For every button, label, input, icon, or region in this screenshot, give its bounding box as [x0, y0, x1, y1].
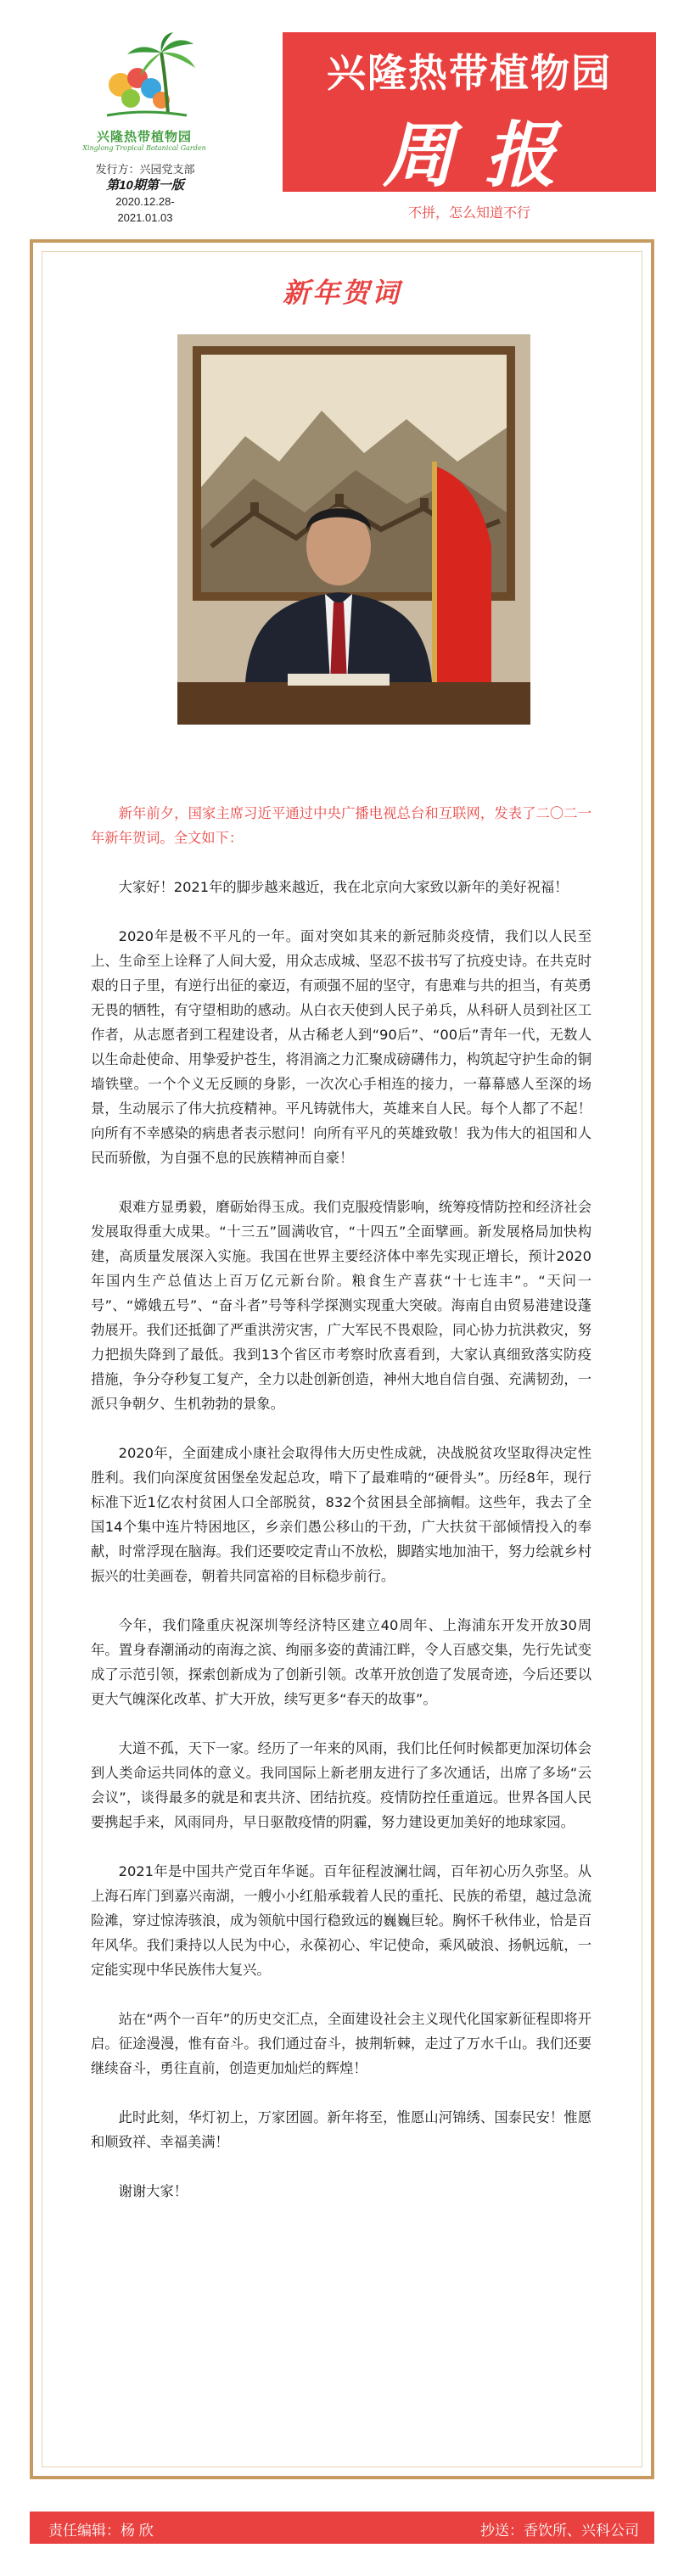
article-body [91, 801, 591, 2228]
article-paragraph: 艰难方显勇毅，磨砺始得玉成。我们克服疫情影响，统筹疫情防控和经济社会发展取得重大成果。“十三五”圆满收官，“十四五”全面擘画。新发展格局加快构建，高质量发展深入实施。我国在世界主要经济体中率先实现正增长，预计2020年国内生产总值达上百万亿元新台阶。粮食生产喜获“十七连丰”。“天问一号”、“嫦娥五号”、“奋斗者”号等科学探测实现重大突破。海南自由贸易港建设蓬勃展开。我们还抵御了严重洪涝灾害，广大军民不畏艰险，同心协力抗洪救灾，努力把损失降到了最低。我到13个省区市考察时欣喜看到，大家认真细致落实防疫措施，争分夺秒复工复产，全力以赴创新创造，神州大地自信自强、充满韧劲，一派只争朝夕、生机勃勃的景象。 [91, 1199, 591, 1412]
date-range-start: 2020.12.28- [115, 195, 175, 208]
article-lead-paragraph: 新年前夕，国家主席习近平通过中央广播电视总台和互联网，发表了二〇二一年新年贺词。全文如下： [91, 805, 591, 846]
logo-chinese-name: 兴隆热带植物园 [96, 129, 192, 144]
publication-info [49, 161, 241, 226]
palm-logo-icon [59, 32, 229, 126]
article-paragraph: 2021年是中国共产党百年华诞。百年征程波澜壮阔，百年初心历久弥坚。从上海石库门到嘉兴南湖，一艘小小红船承载着人民的重托、民族的希望，越过急流险滩，穿过惊涛骇浪，成为领航中国行稳致远的巍巍巨轮。胸怀千秋伟业，恰是百年风华。我们秉持以人民为中心，永葆初心、牢记使命，乘风破浪、扬帆远航，一定能实现中华民族伟大复兴。 [91, 1863, 591, 1978]
slogan: 不拼，怎么知道不行 [407, 206, 530, 221]
article-paragraph: 站在“两个一百年”的历史交汇点，全面建设社会主义现代化国家新征程即将开启。征途漫漫，惟有奋斗。我们通过奋斗，披荆斩棘，走过了万水千山。我们还要继续奋斗，勇往直前，创造更加灿烂的辉煌！ [91, 2011, 591, 2076]
article-title: 新年贺词 [282, 277, 401, 309]
article-paragraph: 大家好！2021年的脚步越来越近，我在北京向大家致以新年的美好祝福！ [118, 879, 569, 895]
article-paragraph: 今年，我们隆重庆祝深圳等经济特区建立40周年、上海浦东开发开放30周年。置身春潮涌动的南海之滨、绚丽多姿的黄浦江畔，令人百感交集，先行先试变成了示范引领，探索创新成为了创新引领。改革开放创造了发展奇迹，今后还要以更大气魄深化改革、扩大开放，续写更多“春天的故事”。 [91, 1617, 591, 1707]
footer-bar [30, 2512, 654, 2544]
article-paragraph: 2020年，全面建成小康社会取得伟大历史性成就，决战脱贫攻坚取得决定性胜利。我们向深度贫困堡垒发起总攻，啃下了最难啃的“硬骨头”。历经8年，现行标准下近1亿农村贫困人口全部脱贫，832个贫困县全部摘帽。这些年，我去了全国14个集中连片特困地区，乡亲们愚公移山的干劲，广大扶贫干部倾情投入的奉献，时常浮现在脑海。我们还要咬定青山不放松，脚踏实地加油干，努力绘就乡村振兴的壮美画卷，朝着共同富裕的目标稳步前行。 [91, 1445, 591, 1584]
article-paragraph: 大道不孤，天下一家。经历了一年来的风雨，我们比任何时候都更加深切体会到人类命运共同体的意义。我同国际上新老朋友进行了多次通话，出席了多场“云会议”，谈得最多的就是和衷共济、团结抗疫。疫情防控任重道远。世界各国人民要携起手来，风雨同舟，早日驱散疫情的阴霾，努力建设更加美好的地球家园。 [91, 1740, 591, 1830]
date-range-end: 2021.01.03 [117, 211, 173, 224]
article-frame [30, 239, 654, 2479]
issue-number: 第10期第一版 [106, 178, 184, 193]
publisher: 发行方：兴园党支部 [95, 163, 195, 176]
garden-logo [59, 32, 229, 158]
article-closing: 谢谢大家！ [118, 2183, 188, 2199]
newspaper-subtitle: 周报 [382, 114, 586, 197]
speech-photo-illustration [177, 334, 530, 725]
article-paragraph: 此时此刻，华灯初上，万家团圆。新年将至，惟愿山河锦绣、国泰民安！惟愿和顺致祥、幸福美满！ [91, 2109, 591, 2150]
title-band [283, 32, 656, 197]
masthead [0, 0, 684, 229]
newspaper-title: 兴隆热带植物园 [327, 50, 612, 96]
responsible-editor: 责任编辑：杨 欣 [48, 2523, 154, 2539]
article-paragraph: 2020年是极不平凡的一年。面对突如其来的新冠肺炎疫情，我们以人民至上、生命至上诠释了人间大爱，用众志成城、坚忍不拔书写了抗疫史诗。在共克时艰的日子里，有逆行出征的豪迈，有顽强不屈的坚守，有患难与共的担当，有英勇无畏的牺牲，有守望相助的感动。从白衣天使到人民子弟兵，从科研人员到社区工作者，从志愿者到工程建设者，从古稀老人到“90后”、“00后”青年一代，无数人以生命赴使命、用挚爱护苍生，将涓滴之力汇聚成磅礴伟力，构筑起守护生命的铜墙铁壁。一个个义无反顾的身影，一次次心手相连的接力，一幕幕感人至深的场景，生动展示了伟大抗疫精神。平凡铸就伟大，英雄来自人民。每个人都了不起！向所有不幸感染的病患者表示慰问！向所有平凡的英雄致敬！我为伟大的祖国和人民而骄傲，为自强不息的民族精神而自豪！ [91, 928, 591, 1166]
logo-english-name: Xinglong Tropical Botanical Garden [82, 144, 206, 152]
article-photo [177, 334, 530, 725]
copy-to: 抄送：香饮所、兴科公司 [480, 2523, 639, 2539]
